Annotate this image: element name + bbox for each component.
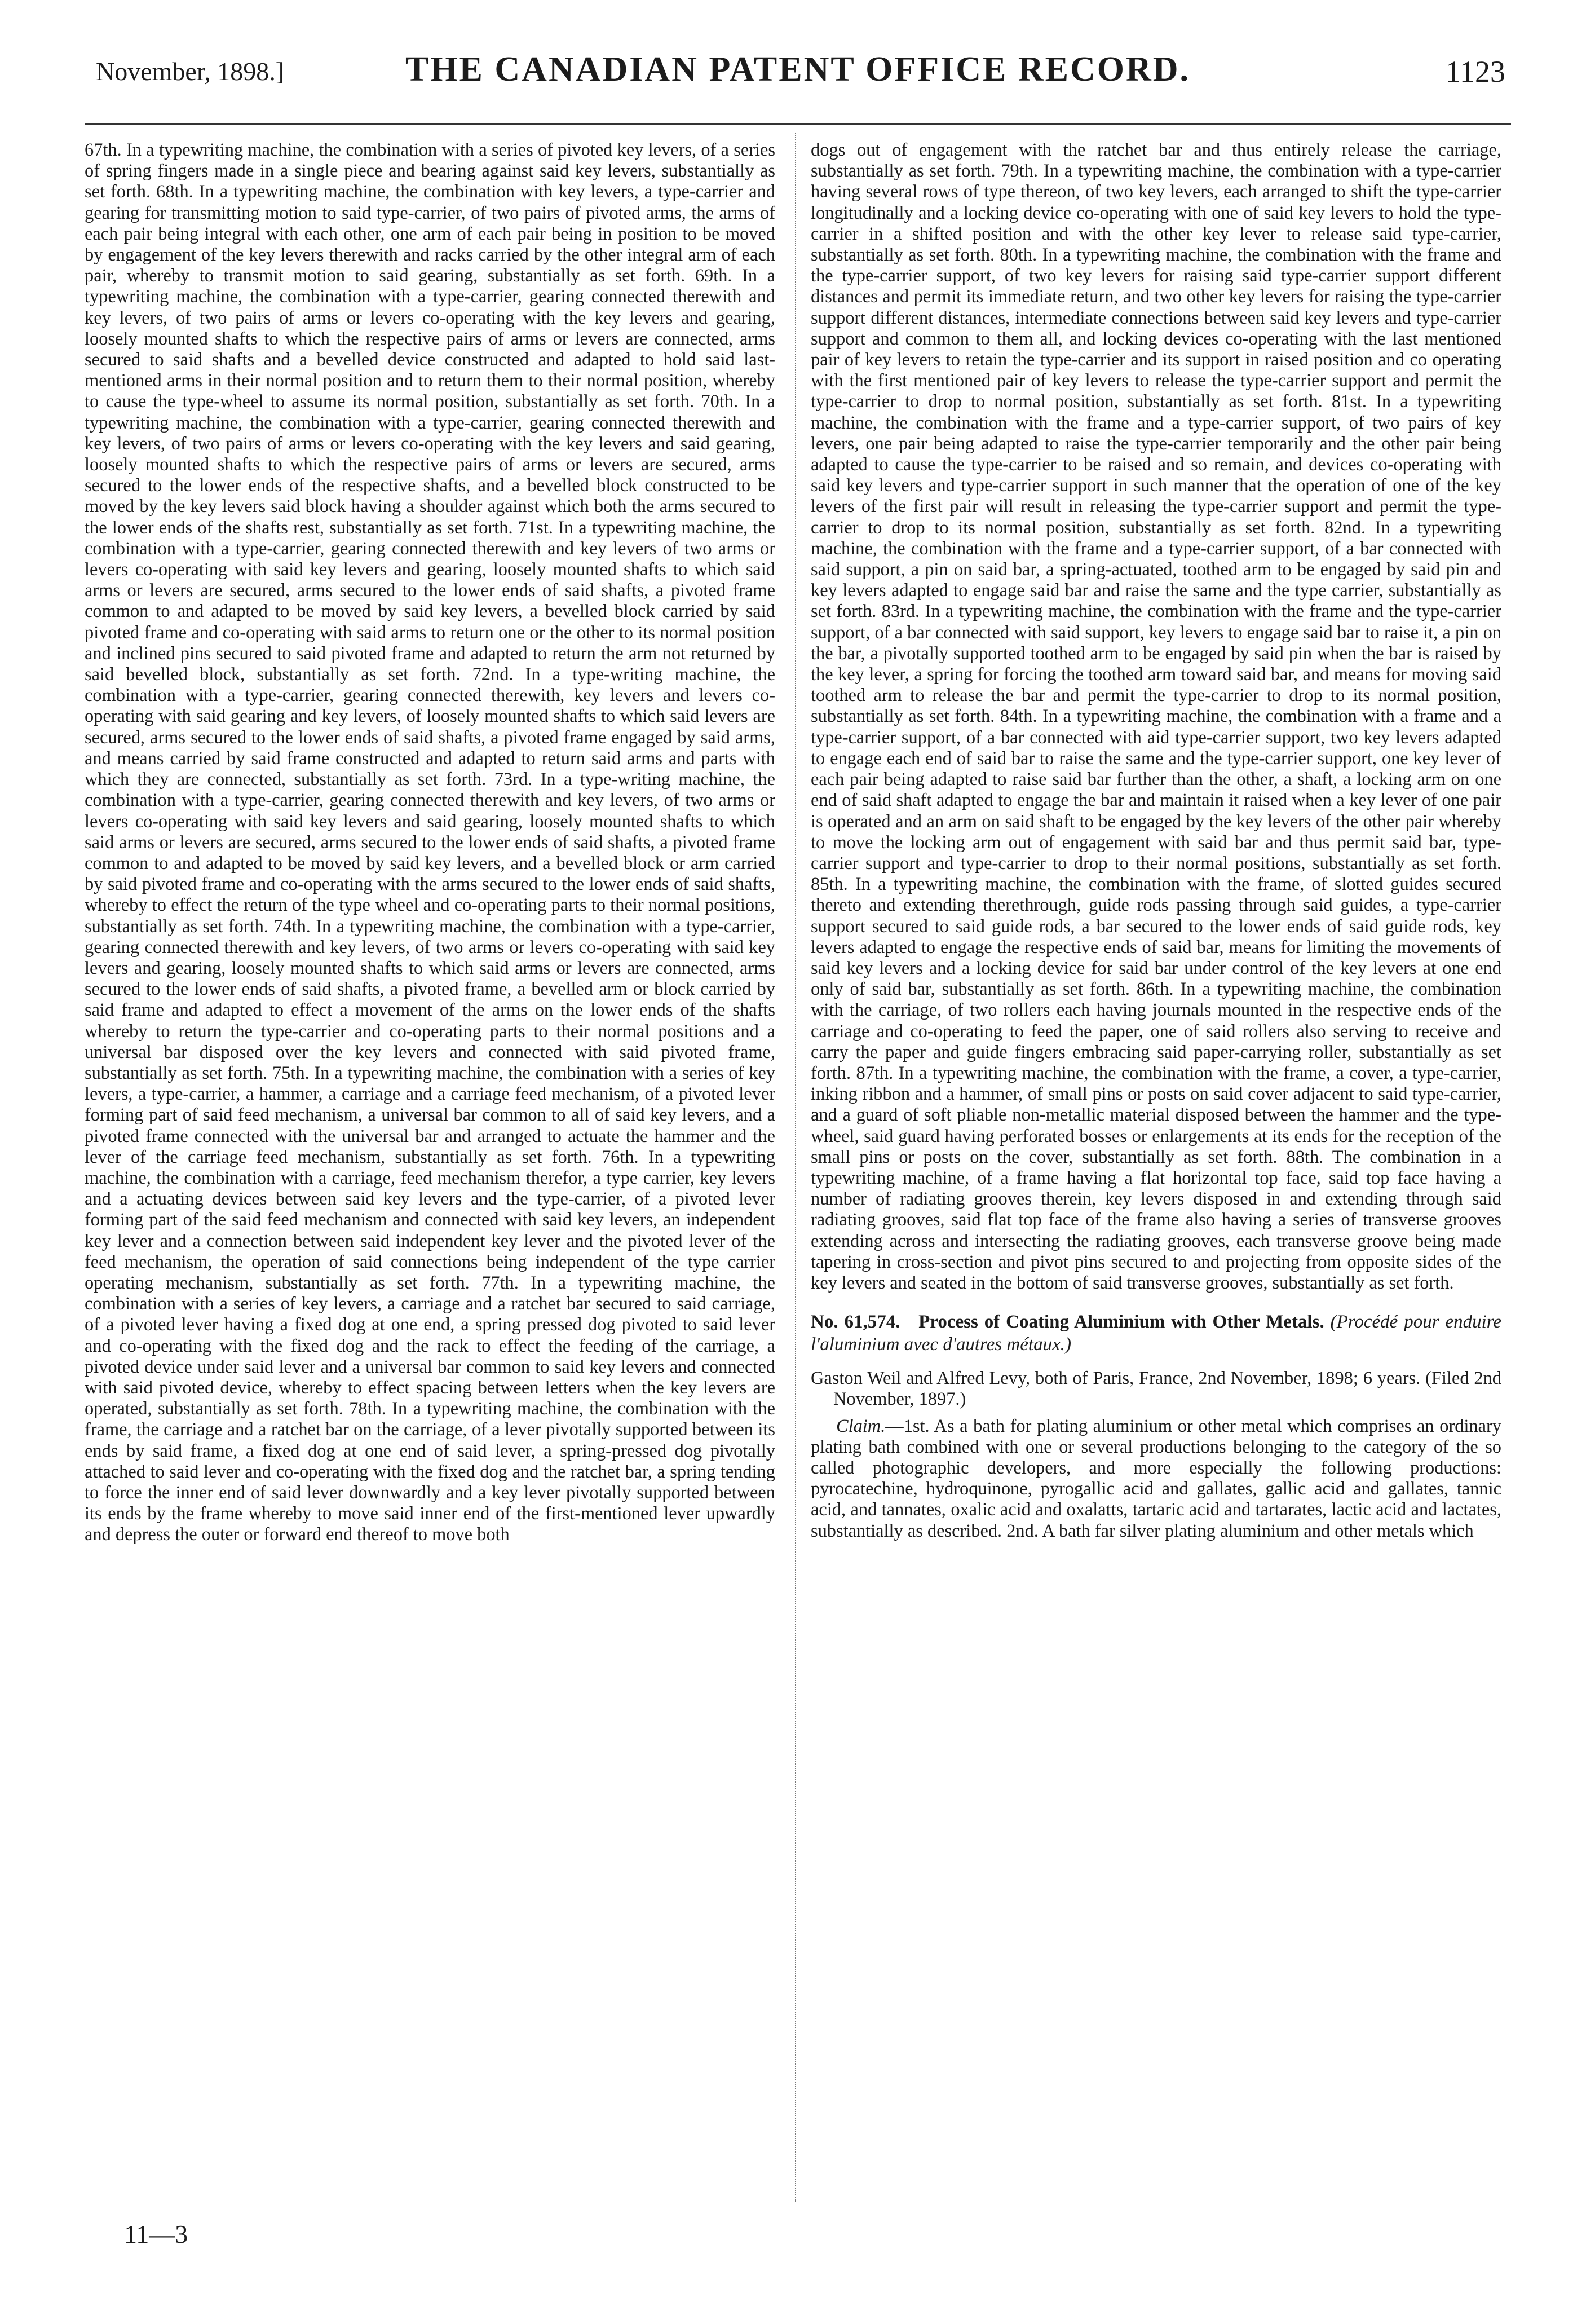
column-divider [795, 133, 796, 2202]
patent-claim [811, 1416, 1501, 1542]
header-rule [85, 123, 1511, 125]
patent-number: No. 61,574. [811, 1312, 900, 1333]
claim-text: —1st. As a bath for plating aluminium or other metal which comprises an ordinary plating bath combined with one or several productions belonging to the category of the so called photographic developers, and more especially the following productions: pyrocatechine, hydroquinone, pyrogallic acid and gallates, gallic acid and gallates, tannic acid, and tannates, oxalic acid and oxalatts, tartaric acid and tartarates, lactic acid and lactates, substantially as described. 2nd. A bath far silver plating aluminium and other metals which [811, 1415, 1501, 1541]
patent-alt-title: (Procédé pour enduire l'aluminium avec d'autres métaux.) [811, 1312, 1502, 1355]
patent-title: Process of Coating Aluminium with Other Metals. [918, 1312, 1324, 1333]
left-column [85, 140, 775, 2198]
header-title: THE CANADIAN PATENT OFFICE RECORD. [405, 50, 1191, 89]
right-column [811, 140, 1501, 2204]
signature-mark: 11—3 [124, 2220, 188, 2248]
header-page-number: 1123 [1446, 55, 1505, 89]
patent-inventors: Gaston Weil and Alfred Levy, both of Paris, France, 2nd November, 1898; 6 years. (Filed 2nd November, 1897.) [811, 1368, 1501, 1410]
page-header [85, 34, 1511, 96]
claim-label: Claim. [836, 1415, 886, 1436]
header-date: November, 1898.] [96, 57, 285, 86]
patent-heading [811, 1311, 1501, 1356]
left-column-text: 67th. In a typewriting machine, the combination with a series of pivoted key levers, of a series of spring fingers made in a single piece and bearing against said key levers, substantially as set forth. 68th. In a typewriting machine, the combination with key levers, a type-carrier and gearing for transmitting motion to said type-carrier, of two pairs of pivoted arms, the arms of each pair being integral with each other, one arm of each pair being in position to be moved by engagement of the key levers therewith and racks carried by the other integral arm of each pair, whereby to transmit motion to said gearing, substantially as set forth. 69th. In a typewriting machine, the combination with a type-carrier, gearing connected therewith and key levers, of two pairs of arms or levers co-operating with the key levers and gearing, loosely mounted shafts to which the respective pairs of arms or levers are connected, arms secured to said shafts and a bevelled device constructed and adapted to hold said last-mentioned arms in their normal position and to return them to their normal position, whereby to cause the type-wheel to assume its normal position, substantially as set forth. 70th. In a typewriting machine, the combination with a type-carrier, gearing connected therewith and key levers, of two pairs of arms or levers co-operating with the key levers and said gearing, loosely mounted shafts to which the respective pairs of arms or levers are secured, arms secured to the lower ends of the respective shafts, and a bevelled block constructed to be moved by the key levers said block having a shoulder against which both the arms secured to the lower ends of the shafts rest, substantially as set forth. 71st. In a typewriting machine, the combination with a type-carrier, gearing connected therewith and key levers of two arms or levers co-operating with said key levers and gearing, loosely mounted shafts to which said arms or levers are secured, arms secured to the lower ends of said shafts, a pivoted frame common to and adapted to be moved by said key levers, a bevelled block carried by said pivoted frame and co-operating with said arms to return one or the other to its normal position and inclined pins secured to said pivoted frame and adapted to return the arm not returned by said bevelled block, substantially as set forth. 72nd. In a type-writing machine, the combination with a type-carrier, gearing connected therewith, key levers and levers co-operating with said gearing and key levers, of loosely mounted shafts to which said levers are secured, arms secured to the lower ends of said shafts, a pivoted frame engaged by said arms, and means carried by said frame constructed and adapted to return said arms and parts with which they are connected, substantially as set forth. 73rd. In a type-writing machine, the combination with a type-carrier, gearing connected therewith and key levers, of two arms or levers co-operating with said key levers and said gearing, loosely mounted shafts to which said arms or levers are secured, arms secured to the lower ends of said shafts, a pivoted frame common to and adapted to be moved by said key levers, and a bevelled block or arm carried by said pivoted frame and co-operating with the arms secured to the lower ends of said shafts, whereby to effect the return of the type wheel and co-operating parts to their normal positions, substantially as set forth. 74th. In a typewriting machine, the combination with a type-carrier, gearing connected therewith and key levers, of two arms or levers co-operating with said key levers and gearing, loosely mounted shafts to which said arms or levers are connected, arms secured to the lower ends of said shafts, a pivoted frame, a bevelled arm or block carried by said frame and adapted to effect a movement of the arms on the lower ends of the shafts whereby to return the type-carrier and co-operating parts to their normal positions and a universal bar disposed over the key levers and connected with said pivoted frame, substantially as set forth. 75th. In a typewriting machine, the combination with a series of key levers, a type-carrier, a hammer, a carriage and a carriage feed mechanism, of a pivoted lever forming part of said feed mechanism, a universal bar common to all of said key levers, and a pivoted frame connected with the universal bar and arranged to actuate the hammer and the lever of the carriage feed mechanism, substantially as set forth. 76th. In a typewriting machine, the combination with a carriage, feed mechanism therefor, a type carrier, key levers and a actuating devices between said key levers and the type-carrier, of a pivoted lever forming part of the said feed mechanism and connected with said key levers, an independent key lever and a connection between said independent key lever and the pivoted lever of the feed mechanism, the operation of said connections being independent of the type carrier operating mechanism, substantially as set forth. 77th. In a typewriting machine, the combination with a series of key levers, a carriage and a ratchet bar secured to said carriage, of a pivoted lever having a fixed dog at one end, a spring pressed dog pivoted to said lever and co-operating with the fixed dog and the rack to effect the feeding of the carriage, a pivoted device under said lever and a universal bar common to said key levers and connected with said pivoted device, whereby to effect spacing between letters when the key levers are operated, substantially as set forth. 78th. In a typewriting machine, the combination with the frame, the carriage and a ratchet bar on the carriage, of a lever pivotally supported between its ends by said frame, a fixed dog at one end of said lever, a spring-pressed dog pivotally attached to said lever and co-operating with the fixed dog and the ratchet bar, a spring tending to force the inner end of said lever downwardly and a key lever pivotally supported between its ends by the frame whereby to move said inner end of the first-mentioned lever upwardly and depress the outer or forward end thereof to move both [85, 140, 775, 1545]
right-column-text: dogs out of engagement with the ratchet bar and thus entirely release the carriage, substantially as set forth. 79th. In a typewriting machine, the combination with a type-carrier having several rows of type thereon, of two key levers, each arranged to shift the type-carrier longitudinally and a locking device co-operating with one of said key levers to hold the type-carrier in a shifted position and with the other key lever to release said type-carrier, substantially as set forth. 80th. In a typewriting machine, the combination with the frame and the type-carrier support, of two key levers for raising said type-carrier support different distances and permit its immediate return, and two other key levers for raising the type-carrier support different distances, intermediate connections between said key levers and type-carrier support and common to them all, and locking devices co-operating with the last mentioned pair of key levers to retain the type-carrier and its support in raised position and co operating with the first mentioned pair of key levers to release the type-carrier support and permit the type-carrier to drop to normal position, substantially as set forth. 81st. In a typewriting machine, the combination with the frame and a type-carrier support, of two pairs of key levers, one pair being adapted to raise the type-carrier temporarily and the other pair being adapted to cause the type-carrier to be raised and so remain, and devices co-operating with said key levers and type-carrier support in such manner that the operation of one of the key levers of the first pair will result in releasing the type-carrier support and permit the type-carrier to drop to its normal position, substantially as set forth. 82nd. In a typewriting machine, the combination with the frame and a type-carrier support, of a bar connected with said support, a pin on said bar, a spring-actuated, toothed arm to be engaged by said pin and key levers adapted to engage said bar and raise the same and the type carrier, substantially as set forth. 83rd. In a typewriting machine, the combination with the frame and the type-carrier support, of a bar connected with said support, key levers to engage said bar to raise it, a pin on the bar, a pivotally supported toothed arm to be engaged by said pin when the bar is raised by the key lever, a spring for forcing the toothed arm toward said bar, and means for moving said toothed arm to release the bar and permit the type-carrier to drop to its normal position, substantially as set forth. 84th. In a typewriting machine, the combination with a frame and a type-carrier support, of a bar connected with aid type-carrier support, two key levers adapted to engage each end of said bar to raise the same and the type-carrier support, one key lever of each pair being adapted to raise said bar further than the other, a shaft, a locking arm on one end of said shaft adapted to engage the bar and maintain it raised when a key lever of one pair is operated and an arm on said shaft to be engaged by the key levers of the other pair whereby to move the locking arm out of engagement with said bar and thus permit said bar, type-carrier support and type-carrier to drop to their normal positions, substantially as set forth. 85th. In a typewriting machine, the combination with the frame, of slotted guides secured thereto and extending therethrough, guide rods passing through said guides, a type-carrier support secured to said guide rods, a bar secured to the lower ends of said guide rods, key levers adapted to engage the respective ends of said bar, means for limiting the movements of said key levers and a locking device for said bar under control of the key levers at one end only of said bar, substantially as set forth. 86th. In a typewriting machine, the combination with the carriage, of two rollers each having journals mounted in the respective ends of the carriage and co-operating to feed the paper, one of said rollers also serving to receive and carry the paper and guide fingers embracing said paper-carrying roller, substantially as set forth. 87th. In a typewriting machine, the combination with the frame, a cover, a type-carrier, inking ribbon and a hammer, of small pins or posts on said cover adjacent to said type-carrier, and a guard of soft pliable non-metallic material disposed between the hammer and the type-wheel, said guard having perforated bosses or enlargements at its ends for the reception of the small pins or posts on the cover, substantially as set forth. 88th. The combination in a typewriting machine, of a frame having a flat horizontal top face, said top face having a number of radiating grooves therein, key levers disposed in and extending through said radiating grooves, said flat top face of the frame also having a series of transverse grooves extending across and intersecting the radiating grooves, each transverse groove being made tapering in cross-section and pivot pins secured to and projecting from opposite sides of the key levers and seated in the bottom of said transverse grooves, substantially as set forth. [811, 140, 1501, 1293]
